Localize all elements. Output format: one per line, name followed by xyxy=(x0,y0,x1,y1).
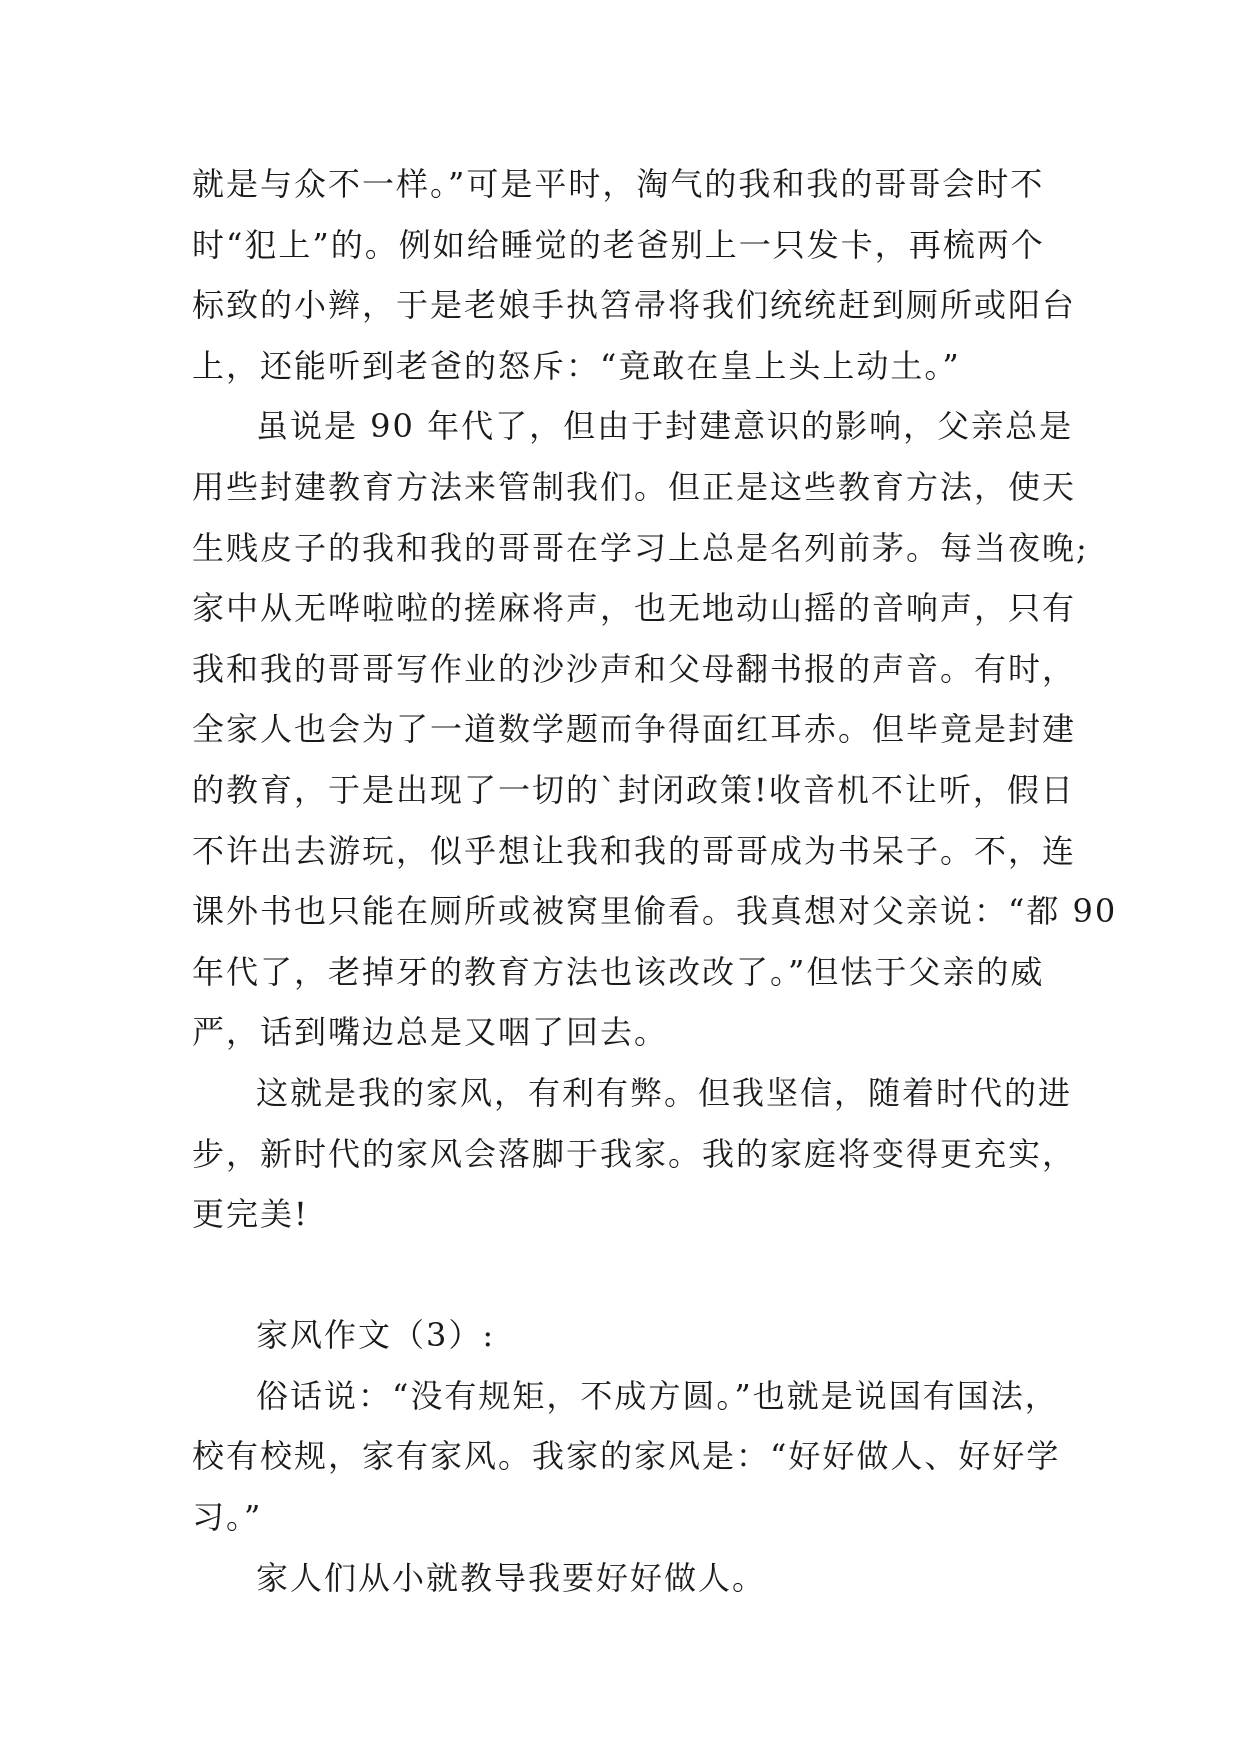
text-line: 习。” xyxy=(192,1498,263,1537)
paragraph-spacer xyxy=(192,1245,1072,1306)
text-line: 生贱皮子的我和我的哥哥在学习上总是名列前茅。每当夜晚; xyxy=(192,528,1089,567)
text-line: 我和我的哥哥写作业的沙沙声和父母翻书报的声音。有时， xyxy=(192,649,1077,688)
text-line: 校有校规，家有家风。我家的家风是：“好好做人、好好学 xyxy=(192,1437,1061,1476)
paragraph-continued xyxy=(192,154,1077,396)
text-line: 更完美! xyxy=(192,1195,309,1234)
text-line: 课外书也只能在厕所或被窝里偷看。我真想对父亲说：“都 90 xyxy=(192,892,1118,931)
paragraph-intro xyxy=(192,1366,1072,1548)
text-line: 的教育，于是出现了一切的`封闭政策!收音机不让听，假日 xyxy=(192,770,1075,809)
text-line: 家中从无哗啦啦的搓麻将声，也无地动山摇的音响声，只有 xyxy=(192,589,1077,628)
text-line: 俗话说：“没有规矩，不成方圆。”也就是说国有国法， xyxy=(256,1376,1059,1415)
paragraph-family-rules xyxy=(192,396,1118,1063)
text-line: 全家人也会为了一道数学题而争得面红耳赤。但毕竟是封建 xyxy=(192,710,1077,749)
text-line: 家人们从小就教导我要好好做人。 xyxy=(256,1558,767,1597)
text-line: 严，话到嘴边总是又咽了回去。 xyxy=(192,1013,669,1052)
text-line: 年代了，老掉牙的教育方法也该改改了。”但怯于父亲的威 xyxy=(192,952,1045,991)
text-line: 不许出去游玩，似乎想让我和我的哥哥成为书呆子。不，连 xyxy=(192,831,1077,870)
text-line: 就是与众不一样。”可是平时，淘气的我和我的哥哥会时不 xyxy=(192,165,1045,203)
paragraph-conclusion xyxy=(192,1063,1077,1245)
text-line: 虽说是 90 年代了，但由于封建意识的影响，父亲总是 xyxy=(256,407,1074,446)
text-line: 时“犯上”的。例如给睡觉的老爸别上一只发卡，再梳两个 xyxy=(192,225,1045,264)
text-line: 这就是我的家风，有利有弊。但我坚信，随着时代的进 xyxy=(256,1073,1073,1112)
text-line: 上，还能听到老爸的怒斥：“竟敢在皇上头上动土。” xyxy=(192,346,961,385)
document-body xyxy=(192,154,1118,1608)
text-line: 步，新时代的家风会落脚于我家。我的家庭将变得更充实， xyxy=(192,1134,1077,1173)
text-line: 标致的小辫，于是老娘手执笤帚将我们统统赶到厕所或阳台 xyxy=(192,286,1077,325)
text-line: 用些封建教育方法来管制我们。但正是这些教育方法，使天 xyxy=(192,467,1077,506)
section-heading: 家风作文（3）: xyxy=(256,1316,496,1355)
paragraph-next xyxy=(192,1548,1072,1609)
